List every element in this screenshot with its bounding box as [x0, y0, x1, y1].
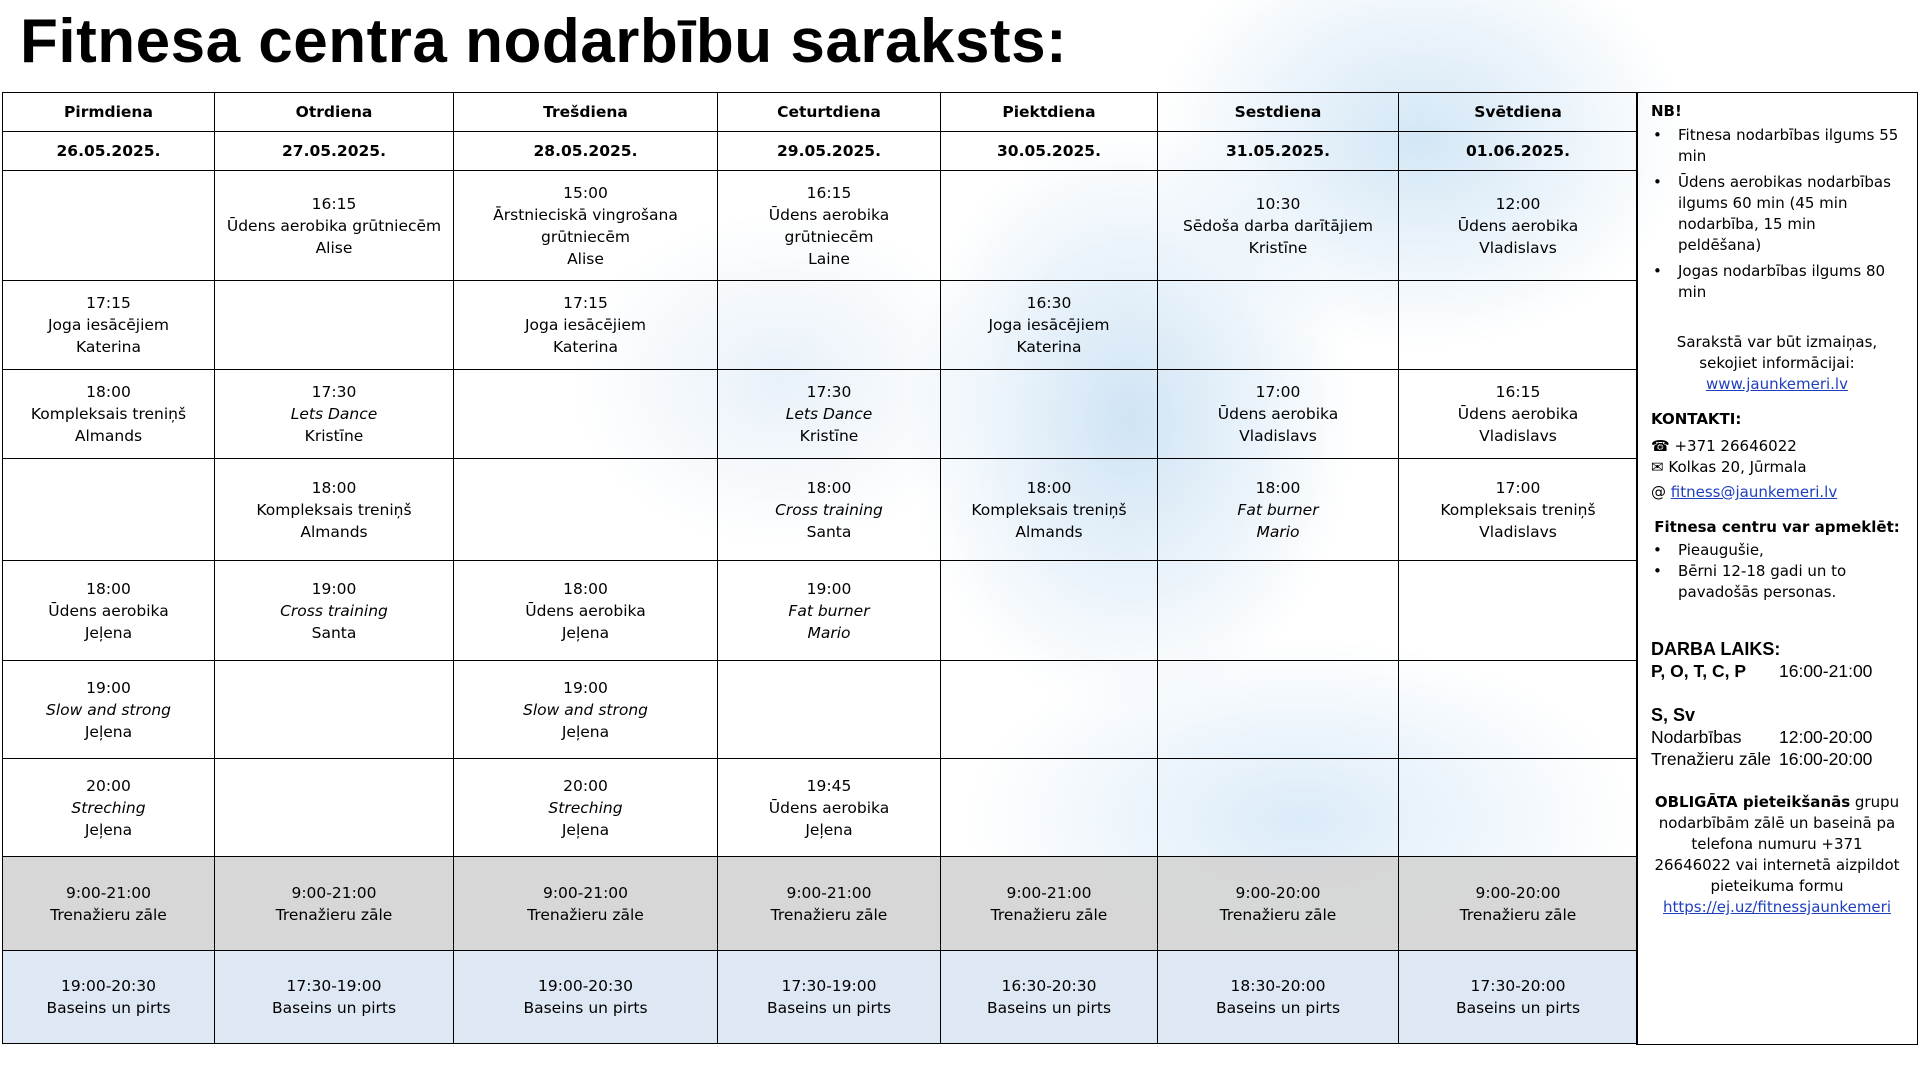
class-cell [1158, 171, 1399, 281]
class-activity: Fat burner [1237, 500, 1319, 519]
pool-cell-time: 17:30-19:00 [781, 977, 877, 995]
class-time: 18:00 [806, 478, 852, 497]
class-cell [1399, 459, 1638, 561]
class-time: 17:00 [1495, 478, 1541, 497]
weekend-hours-row: Trenažieru zāle 16:00-20:00 [1651, 749, 1873, 769]
class-trainer: Kristīne [799, 427, 859, 445]
pool-cell-label: Baseins un pirts [1215, 999, 1341, 1017]
pool-cell-time: 19:00-20:30 [538, 977, 633, 995]
class-row [3, 459, 1638, 561]
visit-item: • Bērni 12-18 gadi un to pavadošās personas. [1651, 561, 1903, 603]
class-cell [3, 561, 215, 661]
class-activity: Lets Dance [785, 405, 873, 423]
gym-cell-label: Trenažieru zāle [990, 905, 1108, 924]
address-text: Kolkas 20, Jūrmala [1668, 458, 1807, 476]
gym-cell-label: Trenažieru zāle [1219, 905, 1337, 924]
class-time: 18:00 [311, 478, 357, 497]
day-date-cell [1399, 132, 1638, 171]
class-cell [3, 759, 215, 857]
at-icon: @ [1651, 483, 1666, 501]
class-time: 19:45 [806, 776, 852, 795]
class-activity: Joga iesācējiem [47, 316, 170, 334]
gym-cell [215, 857, 454, 951]
gym-cell-time: 9:00-21:00 [1006, 883, 1092, 902]
class-activity: Ūdens aerobika [1457, 405, 1579, 423]
class-trainer: Mario [807, 623, 851, 642]
class-trainer: Santa [806, 522, 852, 541]
class-time: 15:00 [563, 183, 608, 202]
class-activity: Kompleksais treniņš [256, 500, 412, 519]
pool-cell [215, 951, 454, 1044]
empty-cell [718, 281, 941, 370]
empty-cell [3, 171, 215, 281]
class-cell [718, 561, 941, 661]
gym-cell-label: Trenažieru zāle [1459, 905, 1577, 924]
day-name-cell [3, 93, 215, 132]
class-time: 18:00 [86, 383, 131, 401]
contact-phone [1651, 436, 1903, 457]
class-row [3, 661, 1638, 759]
pool-cell [1158, 951, 1399, 1044]
class-activity: Ūdens aerobika [1457, 216, 1579, 235]
empty-cell [941, 171, 1158, 281]
class-time: 17:30 [806, 383, 852, 401]
day-name-cell [1158, 93, 1399, 132]
class-trainer: Almands [74, 427, 143, 445]
nb-item: • Fitnesa nodarbības ilgums 55 min [1651, 125, 1903, 167]
class-time: 16:15 [806, 183, 852, 202]
contact-address [1651, 457, 1903, 478]
pool-cell [1399, 951, 1638, 1044]
class-cell [215, 370, 454, 459]
class-cell [718, 370, 941, 459]
empty-cell [454, 459, 718, 561]
day-name: Ceturtdiena [777, 103, 881, 121]
info-sidebar [1636, 92, 1918, 1045]
empty-cell [1158, 759, 1399, 857]
nb-item: • Jogas nodarbības ilgums 80 min [1651, 261, 1903, 303]
nb-list [1651, 125, 1903, 303]
empty-cell [215, 759, 454, 857]
class-time: 19:00 [311, 579, 357, 598]
empty-cell [718, 661, 941, 759]
class-cell [1399, 370, 1638, 459]
gym-cell [1399, 857, 1638, 951]
class-cell [3, 661, 215, 759]
empty-cell [941, 370, 1158, 459]
class-trainer: Jeļena [561, 820, 610, 839]
pool-cell-time: 19:00-20:30 [61, 977, 156, 995]
class-trainer: Kristīne [1248, 238, 1308, 257]
day-date-cell [3, 132, 215, 171]
class-cell [718, 171, 941, 281]
class-activity: Kompleksais treniņš [971, 500, 1127, 519]
empty-cell [1399, 759, 1638, 857]
class-time: 12:00 [1495, 194, 1541, 213]
day-date-cell [1158, 132, 1399, 171]
pool-cell [941, 951, 1158, 1044]
day-name: Otrdiena [295, 103, 373, 121]
signup-link[interactable]: https://ej.uz/fitnessjaunkemeri [1663, 898, 1891, 916]
pool-cell-time: 18:30-20:00 [1230, 977, 1326, 995]
gym-cell-label: Trenažieru zāle [527, 905, 644, 924]
class-activity: Slow and strong [46, 700, 171, 719]
class-activity: Cross training [280, 601, 388, 620]
class-time: 19:00 [86, 678, 131, 697]
day-date-cell [718, 132, 941, 171]
day-date-cell [454, 132, 718, 171]
empty-cell [1158, 661, 1399, 759]
empty-cell [3, 459, 215, 561]
empty-cell [1158, 281, 1399, 370]
class-activity: Kompleksais treniņš [30, 405, 187, 423]
empty-cell [941, 561, 1158, 661]
visit-list [1651, 540, 1903, 603]
class-cell [454, 171, 718, 281]
class-cell [941, 281, 1158, 370]
schedule-table [2, 92, 1638, 1044]
class-cell [215, 561, 454, 661]
class-activity: Ūdens aerobika [768, 798, 890, 817]
class-cell [454, 561, 718, 661]
gym-cell-time: 9:00-21:00 [65, 883, 152, 902]
class-time: 16:30 [1026, 294, 1072, 312]
day-date-cell [215, 132, 454, 171]
email-link[interactable]: fitness@jaunkemeri.lv [1670, 483, 1838, 501]
class-trainer: Vladislavs [1479, 238, 1557, 257]
nb-item: • Ūdens aerobikas nodarbības ilgums 60 min (45 min nodarbība, 15 min peldēšana) [1651, 172, 1903, 256]
empty-cell [941, 661, 1158, 759]
class-trainer: Vladislavs [1479, 522, 1557, 541]
weekday-hours-row: P, O, T, C, P 16:00-21:00 [1651, 661, 1873, 681]
class-cell [3, 370, 215, 459]
day-date: 30.05.2025. [997, 142, 1101, 160]
class-trainer: Alise [567, 249, 604, 268]
class-trainer: Jeļena [561, 623, 610, 642]
nb-heading: NB! [1651, 102, 1682, 120]
day-date: 27.05.2025. [282, 142, 386, 160]
day-name: Pirmdiena [64, 103, 153, 121]
class-time: 20:00 [86, 776, 131, 795]
class-time: 18:00 [1255, 478, 1301, 497]
opening-hours [1651, 638, 1903, 770]
changes-notice: Sarakstā var būt izmaiņas, sekojiet informācijai: www.jaunkemeri.lv [1676, 333, 1878, 393]
class-time: 19:00 [806, 579, 852, 598]
class-cell [1399, 171, 1638, 281]
pool-cell-time: 17:30-19:00 [286, 977, 382, 995]
class-time: 17:00 [1255, 383, 1301, 401]
class-activity: Ūdens aerobika grūtniecēm [226, 216, 442, 235]
hours-heading: DARBA LAIKS: [1651, 639, 1781, 659]
class-activity: Ūdens aerobika grūtniecēm [768, 205, 890, 246]
day-name-cell [718, 93, 941, 132]
day-name: Piektdiena [1002, 103, 1096, 121]
gym-cell-time: 9:00-21:00 [291, 883, 377, 902]
class-trainer: Laine [808, 249, 850, 268]
empty-cell [1399, 661, 1638, 759]
contact-email [1651, 482, 1903, 503]
empty-cell [454, 370, 718, 459]
empty-cell [215, 661, 454, 759]
class-time: 10:30 [1255, 194, 1301, 213]
pool-cell-label: Baseins un pirts [1455, 999, 1581, 1017]
class-cell [941, 459, 1158, 561]
pool-cell-label: Baseins un pirts [523, 999, 648, 1017]
class-cell [454, 281, 718, 370]
class-activity: Ūdens aerobika [1217, 405, 1339, 423]
class-time: 18:00 [563, 579, 608, 598]
contacts-heading: KONTAKTI: [1651, 410, 1742, 428]
day-name: Sestdiena [1234, 103, 1322, 121]
pool-cell [718, 951, 941, 1044]
gym-hours-row [3, 857, 1638, 951]
class-cell [718, 459, 941, 561]
class-trainer: Jeļena [805, 820, 853, 839]
pool-cell-time: 17:30-20:00 [1470, 977, 1566, 995]
pool-cell-label: Baseins un pirts [986, 999, 1112, 1017]
gym-cell-label: Trenažieru zāle [770, 905, 888, 924]
class-cell [718, 759, 941, 857]
day-date: 29.05.2025. [777, 142, 881, 160]
pool-cell [3, 951, 215, 1044]
class-time: 20:00 [563, 776, 608, 795]
class-trainer: Vladislavs [1239, 427, 1317, 445]
class-activity: Slow and strong [523, 700, 648, 719]
empty-cell [1158, 561, 1399, 661]
gym-cell [454, 857, 718, 951]
gym-cell-time: 9:00-21:00 [786, 883, 872, 902]
class-time: 17:15 [86, 294, 131, 312]
class-trainer: Mario [1256, 522, 1300, 541]
class-trainer: Almands [1015, 522, 1083, 541]
gym-cell-time: 9:00-20:00 [1235, 883, 1321, 902]
class-activity: Lets Dance [290, 405, 378, 423]
gym-cell-label: Trenažieru zāle [50, 905, 167, 924]
visit-heading: Fitnesa centru var apmeklēt: [1654, 518, 1900, 536]
class-activity: Joga iesācējiem [988, 316, 1110, 334]
class-trainer: Almands [300, 522, 368, 541]
class-cell [454, 661, 718, 759]
class-activity: Ūdens aerobika [48, 601, 169, 620]
class-cell [215, 459, 454, 561]
class-trainer: Kristīne [304, 427, 364, 445]
class-trainer: Jeļena [84, 623, 133, 642]
day-date-cell [941, 132, 1158, 171]
empty-cell [1399, 561, 1638, 661]
website-link[interactable]: www.jaunkemeri.lv [1706, 375, 1848, 393]
class-activity: Kompleksais treniņš [1440, 500, 1596, 519]
gym-cell [941, 857, 1158, 951]
signup-notice: OBLIGĀTA pieteikšanās grupu nodarbībām zālē un baseinā pa telefona numuru +371 26646022 vai internetā aizpildot pieteikuma formu https://ej.uz/fitnessjaunkemeri [1654, 793, 1900, 916]
class-activity: Ārstnieciskā vingrošana grūtniecēm [493, 205, 678, 246]
day-name-cell [941, 93, 1158, 132]
day-name: Svētdiena [1474, 103, 1562, 121]
day-date: 01.06.2025. [1466, 142, 1570, 160]
empty-cell [1399, 281, 1638, 370]
pool-cell-label: Baseins un pirts [271, 999, 397, 1017]
class-cell [215, 171, 454, 281]
class-trainer: Katerina [75, 338, 141, 356]
class-row [3, 171, 1638, 281]
class-time: 17:15 [563, 294, 608, 312]
class-trainer: Katerina [552, 338, 618, 356]
gym-cell [1158, 857, 1399, 951]
class-row [3, 561, 1638, 661]
weekend-hours-row: Nodarbības 12:00-20:00 [1651, 727, 1873, 747]
class-activity: Streching [548, 798, 623, 817]
class-time: 19:00 [563, 678, 608, 697]
day-name-cell [215, 93, 454, 132]
class-activity: Ūdens aerobika [525, 601, 646, 620]
gym-cell [3, 857, 215, 951]
pool-cell-label: Baseins un pirts [766, 999, 892, 1017]
envelope-icon: ✉ [1651, 458, 1664, 476]
class-activity: Sēdoša darba darītājiem [1182, 216, 1373, 235]
day-name-cell [454, 93, 718, 132]
gym-cell-time: 9:00-21:00 [542, 883, 629, 902]
class-trainer: Katerina [1016, 338, 1082, 356]
class-trainer: Jeļena [84, 820, 133, 839]
class-time: 18:00 [86, 579, 131, 598]
class-trainer: Vladislavs [1479, 427, 1557, 445]
gym-cell [718, 857, 941, 951]
class-row [3, 281, 1638, 370]
date-header-row [3, 132, 1638, 171]
class-activity: Cross training [775, 500, 883, 519]
class-cell [3, 281, 215, 370]
class-trainer: Jeļena [561, 722, 610, 741]
class-activity: Joga iesācējiem [524, 316, 647, 334]
phone-number: +371 26646022 [1674, 437, 1797, 455]
class-cell [1158, 459, 1399, 561]
day-date: 31.05.2025. [1226, 142, 1330, 160]
class-cell [1158, 370, 1399, 459]
class-cell [454, 759, 718, 857]
class-time: 17:30 [311, 383, 357, 401]
weekday-header-row [3, 93, 1638, 132]
class-row [3, 759, 1638, 857]
day-name-cell [1399, 93, 1638, 132]
pool-cell-time: 16:30-20:30 [1001, 977, 1097, 995]
class-trainer: Jeļena [84, 722, 133, 741]
class-time: 18:00 [1026, 478, 1072, 497]
visit-item: • Pieaugušie, [1651, 540, 1903, 561]
class-time: 16:15 [311, 194, 357, 213]
pool-cell-label: Baseins un pirts [46, 999, 171, 1017]
class-trainer: Alise [315, 238, 353, 257]
gym-cell-time: 9:00-20:00 [1475, 883, 1561, 902]
empty-cell [941, 759, 1158, 857]
pool-hours-row [3, 951, 1638, 1044]
class-time: 16:15 [1495, 383, 1541, 401]
day-date: 28.05.2025. [533, 142, 638, 160]
gym-cell-label: Trenažieru zāle [275, 905, 393, 924]
class-activity: Streching [71, 798, 146, 817]
class-activity: Fat burner [788, 601, 870, 620]
pool-cell [454, 951, 718, 1044]
phone-icon: ☎ [1651, 437, 1670, 455]
page-title: Fitnesa centra nodarbību saraksts: [20, 7, 1068, 76]
empty-cell [215, 281, 454, 370]
day-date: 26.05.2025. [56, 142, 161, 160]
class-row [3, 370, 1638, 459]
day-name: Trešdiena [543, 103, 628, 121]
class-trainer: Santa [311, 623, 357, 642]
weekend-label: S, Sv [1651, 705, 1696, 725]
